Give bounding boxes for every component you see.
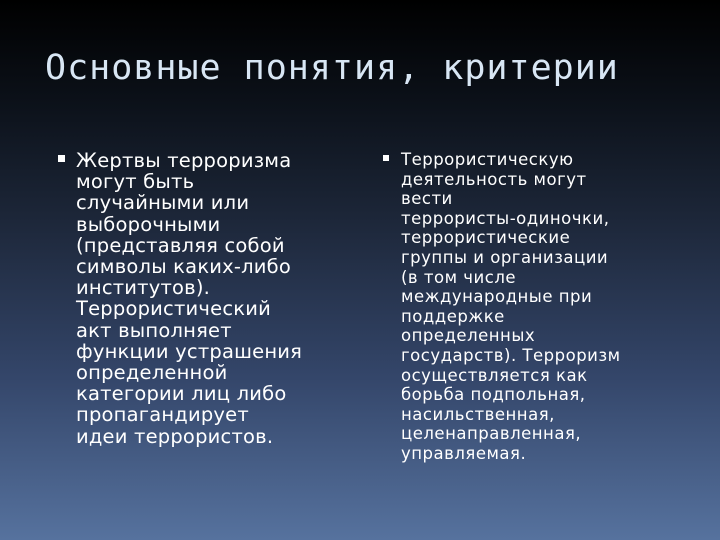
left-bullet-text bbox=[76, 150, 302, 447]
text-line: идеи террористов. bbox=[76, 424, 274, 448]
text-line: (в том числе bbox=[401, 267, 517, 287]
left-bullet-item bbox=[58, 150, 358, 447]
text-line: определенных bbox=[401, 326, 536, 346]
text-line: (представляя собой bbox=[76, 233, 285, 257]
bullet-square-icon bbox=[383, 155, 389, 161]
text-line: вести bbox=[401, 189, 453, 209]
text-line: государств). Терроризм bbox=[401, 345, 621, 365]
text-line: группы и организации bbox=[401, 247, 609, 267]
text-line: террористы-одиночки, bbox=[401, 208, 610, 228]
text-line: функции устрашения bbox=[76, 339, 303, 363]
slide-title: Основные понятия, критерии bbox=[45, 48, 619, 88]
text-line: целенаправленная, bbox=[401, 424, 582, 444]
bullet-square-icon bbox=[58, 155, 65, 162]
text-line: пропагандирует bbox=[76, 403, 249, 427]
text-line: Террористическую bbox=[401, 150, 574, 169]
right-bullet-text bbox=[401, 150, 621, 464]
text-line: символы каких-либо bbox=[76, 255, 292, 279]
text-line: деятельность могут bbox=[401, 169, 587, 189]
text-line: акт выполняет bbox=[76, 318, 232, 342]
text-line: поддержке bbox=[401, 306, 505, 326]
text-line: определенной bbox=[76, 361, 228, 385]
text-line: международные при bbox=[401, 287, 593, 307]
text-line: борьба подпольная, bbox=[401, 385, 586, 405]
text-line: категории лиц либо bbox=[76, 382, 287, 406]
text-line: Жертвы терроризма bbox=[76, 149, 292, 172]
text-line: выборочными bbox=[76, 212, 221, 236]
text-line: управляемая. bbox=[401, 443, 527, 463]
text-line: могут быть bbox=[76, 170, 195, 194]
right-bullet-item bbox=[383, 150, 693, 464]
text-line: Террористический bbox=[76, 297, 271, 321]
text-line: осуществляется как bbox=[401, 365, 588, 385]
text-line: случайными или bbox=[76, 191, 250, 215]
text-line: террористические bbox=[401, 228, 571, 248]
text-line: институтов). bbox=[76, 276, 211, 300]
text-line: насильственная, bbox=[401, 404, 555, 424]
